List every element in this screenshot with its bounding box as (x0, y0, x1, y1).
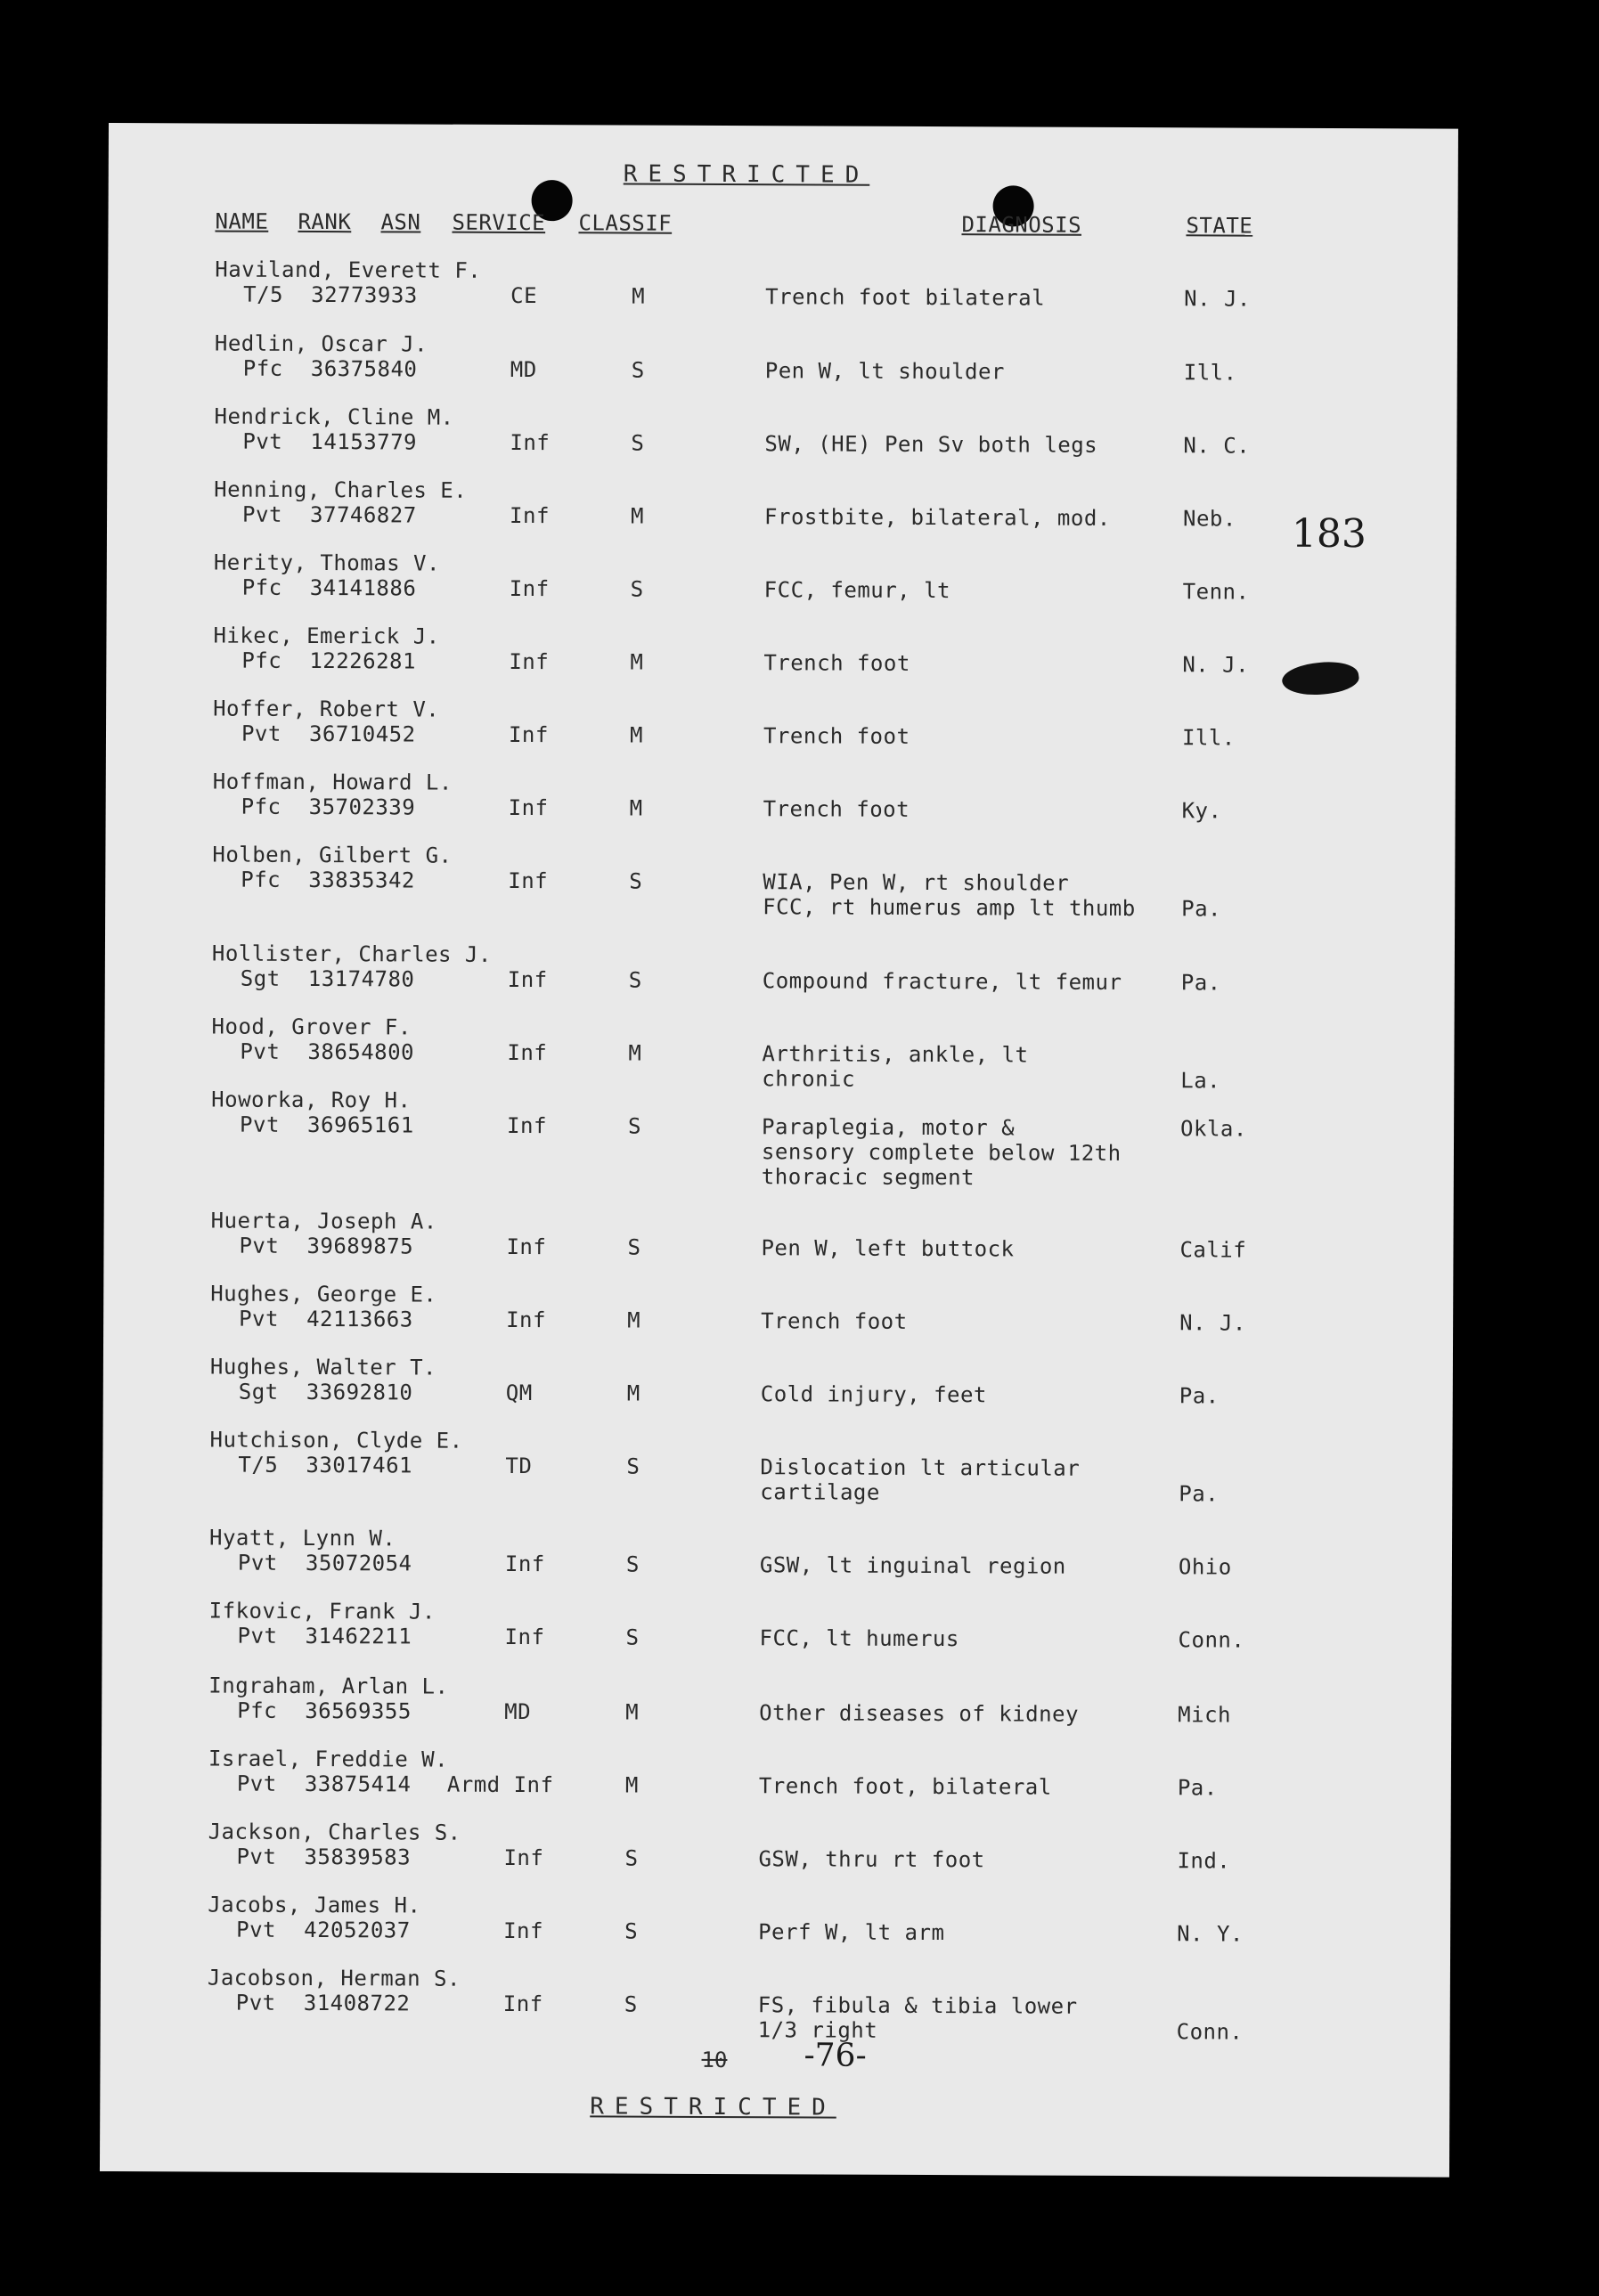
entry-name: Israel, Freddie W. (208, 1746, 449, 1772)
entry-service: Inf (508, 794, 549, 821)
entry-classif: M (628, 1040, 642, 1066)
entry-diagnosis-line: Other diseases of kidney (759, 1700, 1080, 1727)
entry-asn: 36710452 (308, 721, 416, 747)
list-item (102, 1819, 1451, 1874)
entry-asn: 33875414 (304, 1771, 412, 1797)
page-number: -76- (804, 2037, 867, 2074)
entry-classif: S (628, 1113, 642, 1139)
document-page (100, 123, 1458, 2178)
entry-classif: M (629, 722, 644, 748)
entry-diagnosis-line: WIA, Pen W, rt shoulder (763, 869, 1070, 896)
entry-name: Haviland, Everett F. (215, 256, 482, 283)
entry-diagnosis-line: Perf W, lt arm (758, 1919, 945, 1946)
entry-diagnosis-line: FS, fibula & tibia lower (757, 1992, 1078, 2019)
entry-name: Hollister, Charles J. (211, 940, 492, 967)
entry-classif: S (625, 1624, 640, 1650)
entry-rank: Pvt (241, 721, 281, 746)
entry-service: Inf (509, 575, 550, 602)
entry-name: Jacobson, Herman S. (207, 1965, 461, 1991)
entry-classif: S (627, 1234, 641, 1260)
entry-diagnosis-line: cartilage (760, 1479, 880, 1505)
entry-diagnosis-line: FCC, lt humerus (759, 1625, 959, 1652)
entry-state: Conn. (1176, 2019, 1244, 2045)
list-item (101, 1892, 1450, 1947)
entry-rank: Pfc (241, 647, 282, 673)
entry-classif: S (630, 576, 644, 602)
entry-diagnosis-line: Trench foot (763, 650, 910, 676)
entry-name: Hughes, George E. (210, 1281, 437, 1307)
entry-rank: Pvt (237, 1623, 278, 1649)
entry-state: Okla. (1180, 1116, 1247, 1142)
entry-asn: 38654800 (307, 1038, 415, 1065)
list-item (101, 1965, 1450, 2045)
entry-diagnosis-line: Trench foot (761, 1308, 908, 1334)
entry-classif: M (626, 1380, 640, 1406)
entry-diagnosis-line: Trench foot bilateral (765, 284, 1046, 311)
entry-rank: Pvt (236, 1844, 277, 1869)
entry-rank: Pvt (242, 501, 283, 527)
entry-asn: 42052037 (304, 1917, 411, 1943)
entry-service: Inf (503, 1917, 544, 1944)
entry-classif: S (624, 1845, 639, 1871)
entry-service: Inf (507, 966, 548, 993)
entry-name: Huerta, Joseph A. (210, 1208, 437, 1234)
entry-name: Hikec, Emerick J. (213, 623, 440, 649)
entry-rank: Pvt (242, 428, 283, 454)
list-item (107, 623, 1456, 678)
list-item (104, 1208, 1454, 1263)
entry-classif: M (629, 795, 643, 821)
entry-diagnosis-line: Trench foot (763, 723, 910, 749)
entry-asn: 39689875 (306, 1233, 414, 1259)
entry-state: N. J. (1179, 1310, 1246, 1336)
entry-classif: M (632, 283, 646, 309)
entry-diagnosis-line: Dislocation lt articular (760, 1454, 1081, 1481)
entry-service: Inf (510, 429, 551, 456)
header-service: SERVICE (452, 209, 546, 236)
entry-name: Hendrick, Cline M. (214, 403, 454, 430)
entry-diagnosis-line: FCC, rt humerus amp lt thumb (763, 894, 1136, 922)
entry-asn: 36965161 (307, 1111, 414, 1138)
entry-name: Hutchison, Clyde E. (209, 1427, 463, 1453)
entry-rank: Sgt (238, 1379, 279, 1404)
entry-asn: 31408722 (303, 1990, 411, 2016)
entry-name: Hood, Grover F. (211, 1014, 412, 1040)
entry-diagnosis-line: Frostbite, bilateral, mod. (764, 504, 1111, 531)
entry-service: QM (505, 1380, 533, 1406)
entry-rank: Pvt (236, 1771, 277, 1796)
entry-rank: T/5 (238, 1452, 279, 1478)
list-item (105, 940, 1455, 996)
entry-classif: M (627, 1307, 641, 1333)
entry-classif: S (624, 1991, 638, 2017)
entry-state: Tenn. (1182, 579, 1250, 605)
list-item (108, 330, 1457, 386)
restricted-heading-top: RESTRICTED (623, 160, 870, 189)
entry-rank: Pfc (241, 794, 281, 819)
entry-diagnosis-line: GSW, lt inguinal region (759, 1552, 1066, 1579)
entry-name: Henning, Charles E. (214, 476, 468, 503)
entry-diagnosis-line: GSW, thru rt foot (758, 1846, 985, 1873)
list-item (102, 1746, 1451, 1801)
entry-diagnosis-line: chronic (762, 1066, 856, 1092)
entry-asn: 32773933 (311, 281, 418, 308)
entry-rank: Pvt (239, 1306, 280, 1331)
entry-diagnosis-line: sensory complete below 12th (761, 1139, 1122, 1166)
entry-state: Pa. (1179, 1383, 1220, 1409)
entry-state: N. J. (1182, 652, 1250, 678)
entry-rank: Pvt (239, 1233, 280, 1258)
entry-asn: 35702339 (308, 794, 416, 820)
entry-state: Ill. (1181, 725, 1236, 751)
entry-asn: 14153779 (310, 428, 418, 455)
list-item (105, 1014, 1455, 1094)
entry-name: Ingraham, Arlan L. (208, 1673, 449, 1699)
list-item (106, 696, 1456, 751)
entry-diagnosis-line: Compound fracture, lt femur (762, 968, 1122, 995)
entry-classif: M (624, 1772, 639, 1798)
list-item (108, 256, 1457, 312)
list-item (105, 842, 1455, 922)
entry-classif: M (631, 503, 645, 529)
ink-smudge (1280, 657, 1360, 699)
entry-service: CE (510, 282, 538, 309)
entry-asn: 36569355 (305, 1698, 412, 1724)
entry-classif: S (631, 357, 645, 383)
entry-state: Mich (1178, 1702, 1232, 1728)
entry-rank: Pvt (236, 1917, 277, 1942)
entry-service: Inf (506, 1307, 547, 1333)
list-item (107, 476, 1456, 532)
restricted-heading-bottom: RESTRICTED (590, 2093, 836, 2121)
entry-service: Inf (504, 1551, 545, 1577)
entry-asn: 42113663 (306, 1306, 413, 1332)
entry-asn: 33835342 (308, 867, 415, 893)
header-classif: CLASSIF (578, 210, 673, 236)
entry-rank: T/5 (243, 281, 284, 307)
entry-service: Inf (507, 1112, 548, 1139)
page-stamp-number: 183 (1291, 510, 1367, 558)
entry-state: Ill. (1183, 360, 1237, 386)
entry-diagnosis-line: Cold injury, feet (760, 1381, 987, 1408)
header-name: NAME (215, 208, 269, 234)
entry-asn: 33017461 (306, 1452, 413, 1478)
entry-name: Herity, Thomas V. (213, 550, 441, 576)
entry-classif: S (631, 430, 645, 456)
entry-classif: S (629, 868, 643, 894)
entry-state: Conn. (1178, 1627, 1245, 1653)
entry-service: Inf (507, 1039, 548, 1066)
entry-service: Inf (510, 502, 551, 529)
entry-diagnosis-line: Pen W, left buttock (761, 1235, 1015, 1262)
entry-diagnosis-line: 1/3 right (757, 2017, 878, 2043)
entry-classif: M (630, 649, 644, 675)
entry-asn: 36375840 (310, 355, 418, 382)
entry-state: Ohio (1178, 1554, 1232, 1580)
entry-classif: S (626, 1453, 640, 1479)
list-item (103, 1354, 1453, 1409)
entry-rank: Pfc (241, 574, 282, 600)
old-page-number: 10 (701, 2047, 728, 2073)
entry-state: Pa. (1177, 1775, 1218, 1801)
entry-name: Hughes, Walter T. (209, 1354, 437, 1380)
list-item (102, 1598, 1452, 1653)
list-item (102, 1673, 1451, 1728)
entry-asn: 12226281 (309, 647, 417, 674)
entry-service: Inf (503, 1844, 544, 1871)
entry-name: Howorka, Roy H. (211, 1087, 412, 1113)
entry-asn: 33692810 (306, 1379, 413, 1405)
entry-asn: 35072054 (305, 1550, 412, 1576)
entry-rank: Pvt (240, 1111, 281, 1137)
entry-state: Ky. (1181, 798, 1222, 824)
entry-classif: S (624, 1918, 639, 1944)
entry-state: Pa. (1179, 1481, 1220, 1507)
entry-diagnosis-line: Trench foot (763, 796, 910, 822)
entry-service: TD (505, 1453, 533, 1479)
entry-name: Ifkovic, Frank J. (208, 1598, 436, 1624)
entry-name: Hoffer, Robert V. (213, 696, 440, 722)
entry-state: Pa. (1180, 970, 1221, 996)
header-rank: RANK (298, 208, 352, 235)
entry-name: Holben, Gilbert G. (212, 842, 453, 868)
entry-state: N. J. (1184, 286, 1251, 312)
entry-state: Neb. (1183, 506, 1236, 532)
list-item (107, 550, 1456, 605)
entry-asn: 35839583 (304, 1844, 412, 1870)
entry-service: Inf (509, 648, 550, 675)
entry-service: Inf (508, 721, 549, 748)
entry-diagnosis-line: thoracic segment (761, 1164, 975, 1191)
list-item (108, 403, 1457, 459)
entry-service: Inf (508, 867, 549, 894)
entry-service: Inf (504, 1624, 545, 1650)
entry-name: Hoffman, Howard L. (212, 769, 453, 795)
header-asn: ASN (380, 209, 421, 235)
entry-diagnosis-line: SW, (HE) Pen Sv both legs (764, 431, 1098, 458)
entry-name: Jackson, Charles S. (208, 1819, 461, 1845)
entry-name: Jacobs, James H. (208, 1892, 421, 1918)
entry-rank: Sgt (240, 965, 281, 991)
entry-diagnosis-line: FCC, femur, lt (763, 577, 951, 604)
entry-state: N. C. (1183, 433, 1251, 459)
entry-rank: Pvt (240, 1038, 281, 1064)
entry-asn: 34141886 (309, 574, 417, 601)
entry-classif: M (625, 1699, 640, 1725)
entry-state: N. Y. (1177, 1921, 1244, 1947)
entry-service: MD (504, 1698, 532, 1725)
entry-rank: Pfc (242, 355, 283, 381)
list-item (106, 769, 1456, 824)
entry-classif: S (625, 1551, 640, 1577)
entry-service: Armd Inf (446, 1771, 554, 1798)
header-diagnosis: DIAGNOSIS (961, 212, 1082, 238)
list-item (102, 1525, 1452, 1580)
entry-state: Pa. (1181, 896, 1222, 922)
entry-asn: 13174780 (307, 965, 415, 992)
entry-name: Hyatt, Lynn W. (209, 1525, 396, 1551)
entry-service: Inf (506, 1233, 547, 1260)
entry-state: La. (1180, 1068, 1221, 1094)
header-state: STATE (1186, 213, 1253, 239)
entry-rank: Pvt (237, 1550, 278, 1575)
list-item (103, 1281, 1453, 1336)
entry-rank: Pfc (237, 1698, 278, 1723)
entry-rank: Pfc (241, 867, 281, 892)
entry-state: Ind. (1177, 1848, 1231, 1874)
entry-service: MD (510, 356, 537, 383)
entry-service: Inf (502, 1991, 543, 2017)
entry-asn: 37746827 (310, 501, 417, 528)
entry-diagnosis-line: Paraplegia, motor & (762, 1114, 1016, 1141)
entry-diagnosis-line: Trench foot, bilateral (758, 1773, 1052, 1800)
entry-asn: 31462211 (305, 1623, 412, 1649)
entry-rank: Pvt (235, 1990, 276, 2015)
entry-diagnosis-line: Arthritis, ankle, lt (762, 1041, 1029, 1068)
entry-diagnosis-line: Pen W, lt shoulder (764, 358, 1005, 385)
entry-classif: S (628, 967, 642, 993)
entry-name: Hedlin, Oscar J. (214, 330, 428, 357)
entry-state: Calif (1179, 1237, 1247, 1263)
list-item (103, 1427, 1453, 1507)
